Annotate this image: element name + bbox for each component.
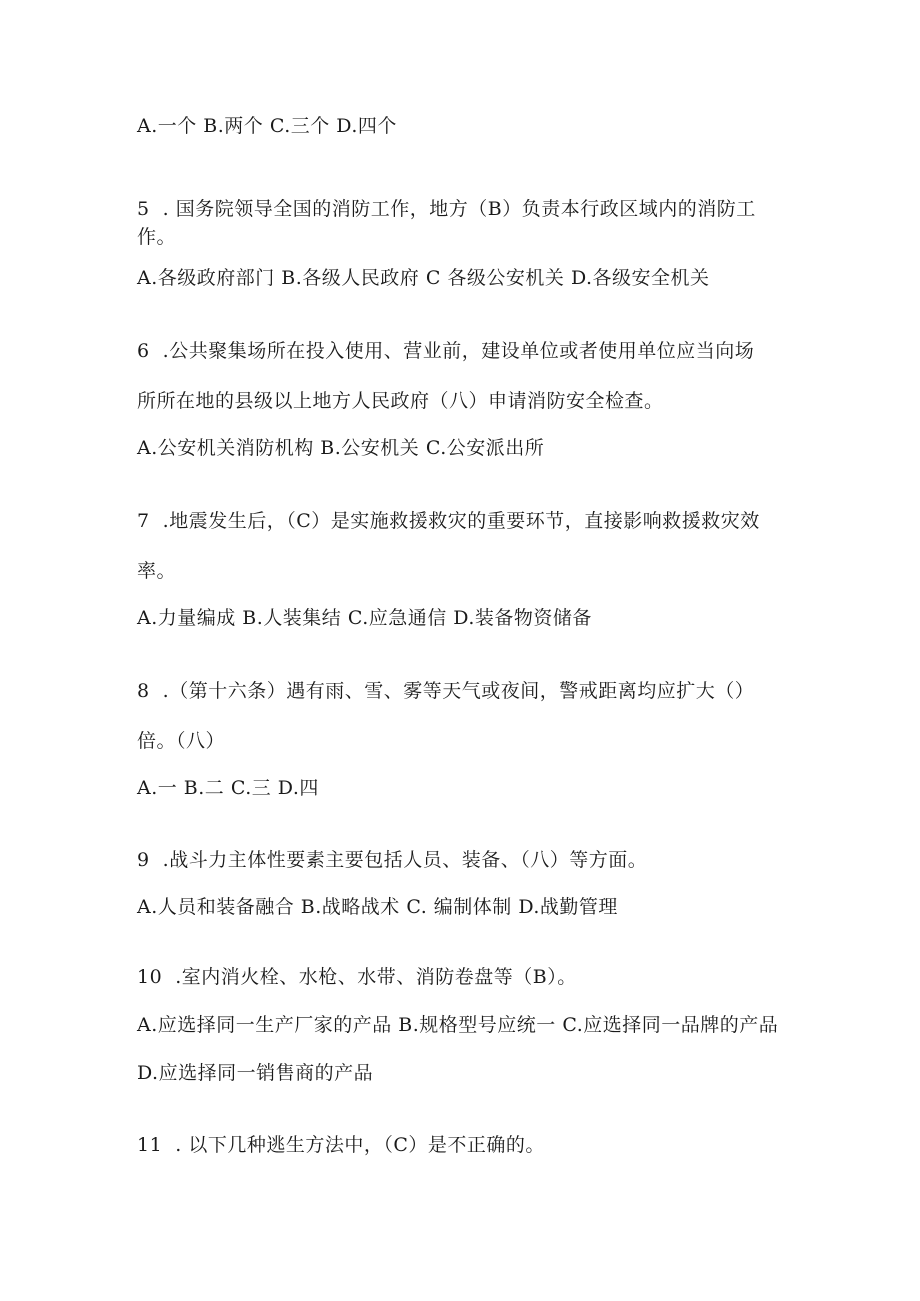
- q4-options: A.一个 B.两个 C.三个 D.四个: [137, 115, 397, 137]
- q6-options: A.公安机关消防机构 B.公安机关 C.公安派出所: [137, 437, 545, 459]
- q10-options-line-1: A.应选择同一生产厂家的产品 B.规格型号应统一 C.应选择同一品牌的产品: [137, 1014, 779, 1036]
- q11-stem: 11 . 以下几种逃生方法中，（C）是不正确的。: [137, 1134, 545, 1156]
- q5-options: A.各级政府部门 B.各级人民政府 C 各级公安机关 D.各级安全机关: [137, 267, 710, 289]
- q10-options-line-2: D.应选择同一销售商的产品: [137, 1062, 374, 1084]
- q8-stem-line-1: 8 .（第十六条）遇有雨、雪、雾等天气或夜间，警戒距离均应扩大（）: [137, 680, 755, 702]
- q5-stem-line-1: 5 . 国务院领导全国的消防工作，地方（B）负责本行政区域内的消防工: [137, 198, 756, 220]
- q8-options: A.一 B.二 C.三 D.四: [137, 777, 319, 799]
- q7-options: A.力量编成 B.人装集结 C.应急通信 D.装备物资储备: [137, 607, 592, 629]
- q10-stem: 10 .室内消火栓、水枪、水带、消防卷盘等（B）。: [137, 966, 577, 988]
- q9-stem: 9 .战斗力主体性要素主要包括人员、装备、（八）等方面。: [137, 849, 648, 871]
- q7-stem-line-1: 7 .地震发生后，（C）是实施救援救灾的重要环节，直接影响救援救灾效: [137, 510, 760, 532]
- q5-stem-line-2: 作。: [137, 226, 177, 248]
- q8-stem-line-2: 倍。（八）: [137, 730, 226, 752]
- q7-stem-line-2: 率。: [137, 560, 177, 582]
- q9-options: A.人员和装备融合 B.战略战术 C. 编制体制 D.战勤管理: [137, 896, 618, 918]
- q6-stem-line-2: 所所在地的县级以上地方人民政府（八）申请消防安全检查。: [137, 390, 664, 412]
- q6-stem-line-1: 6 .公共聚集场所在投入使用、营业前，建设单位或者使用单位应当向场: [137, 340, 755, 362]
